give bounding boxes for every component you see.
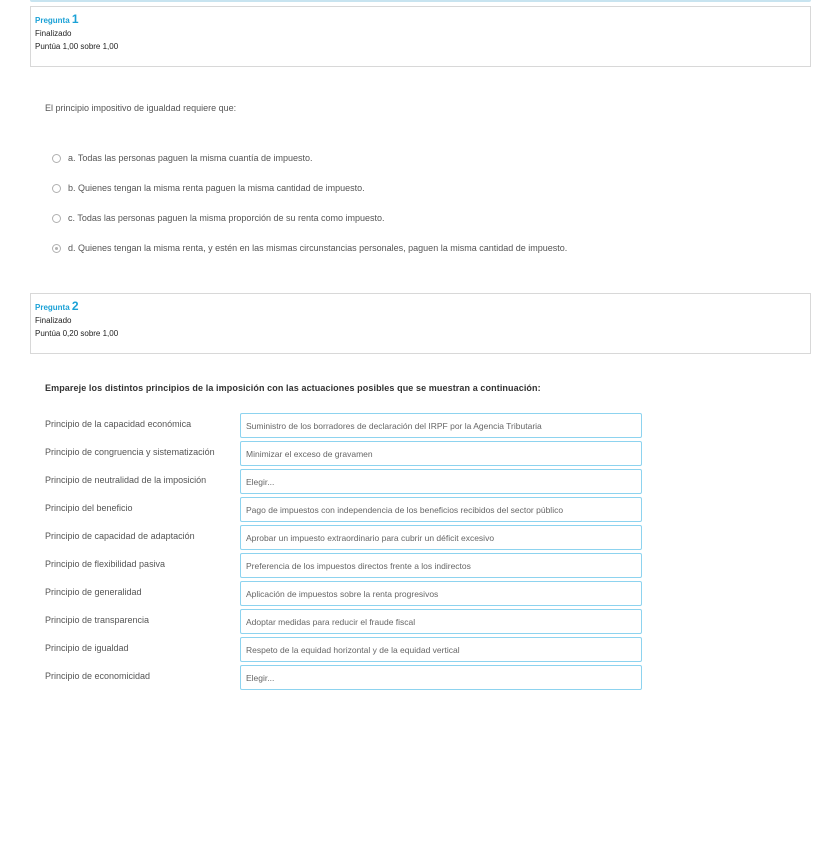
radio-button[interactable] xyxy=(52,184,61,193)
question-2-label xyxy=(35,300,806,314)
match-select[interactable]: Respeto de la equidad horizontal y de la equidad vertical xyxy=(240,637,642,662)
match-select[interactable]: Adoptar medidas para reducir el fraude fiscal xyxy=(240,609,642,634)
question-1-label xyxy=(35,13,806,27)
answer-label: a. Todas las personas paguen la misma cuantía de impuesto. xyxy=(68,153,313,163)
answer-option-a[interactable] xyxy=(52,151,312,165)
principle-label: Principio de generalidad xyxy=(45,587,142,597)
question-2-instruction: Empareje los distintos principios de la imposición con las actuaciones posibles que se muestran a continuación: xyxy=(45,383,541,393)
principle-label: Principio de flexibilidad pasiva xyxy=(45,559,166,569)
answer-option-b[interactable] xyxy=(52,181,365,195)
principle-label: Principio del beneficio xyxy=(45,503,133,513)
answer-option-c[interactable] xyxy=(52,211,385,225)
answer-option-d[interactable] xyxy=(52,241,567,255)
match-select[interactable]: Elegir... xyxy=(240,469,642,494)
principle-label: Principio de igualdad xyxy=(45,643,129,653)
previous-section-border xyxy=(30,0,811,2)
answer-label: c. Todas las personas paguen la misma proporción de su renta como impuesto. xyxy=(68,213,385,223)
question-number: 1 xyxy=(71,12,79,26)
principle-label: Principio de transparencia xyxy=(45,615,150,625)
match-select[interactable]: Preferencia de los impuestos directos frente a los indirectos xyxy=(240,553,642,578)
question-2-info xyxy=(30,293,811,354)
question-1-grade: Puntúa 1,00 sobre 1,00 xyxy=(35,42,119,51)
question-1-state: Finalizado xyxy=(35,29,72,38)
question-label-text: Pregunta xyxy=(35,303,70,312)
principle-label: Principio de neutralidad de la imposición xyxy=(45,475,207,485)
principle-label: Principio de congruencia y sistematización xyxy=(45,447,215,457)
question-2-grade: Puntúa 0,20 sobre 1,00 xyxy=(35,329,119,338)
match-select[interactable]: Elegir... xyxy=(240,665,642,690)
radio-button[interactable] xyxy=(52,154,61,163)
match-select[interactable]: Minimizar el exceso de gravamen xyxy=(240,441,642,466)
match-select[interactable]: Aprobar un impuesto extraordinario para cubrir un déficit excesivo xyxy=(240,525,642,550)
match-select[interactable]: Pago de impuestos con independencia de los beneficios recibidos del sector público xyxy=(240,497,642,522)
answer-label: d. Quienes tengan la misma renta, y estén en las mismas circunstancias personales, paguen la misma cantidad de impuesto. xyxy=(68,243,568,253)
question-number: 2 xyxy=(71,299,79,313)
question-1-text: El principio impositivo de igualdad requiere que: xyxy=(45,103,237,113)
question-1-info xyxy=(30,6,811,67)
match-select[interactable]: Aplicación de impuestos sobre la renta progresivos xyxy=(240,581,642,606)
principle-label: Principio de economicidad xyxy=(45,671,151,681)
principle-label: Principio de capacidad de adaptación xyxy=(45,531,195,541)
question-label-text: Pregunta xyxy=(35,16,70,25)
answer-label: b. Quienes tengan la misma renta paguen la misma cantidad de impuesto. xyxy=(68,183,365,193)
match-select[interactable]: Suministro de los borradores de declaración del IRPF por la Agencia Tributaria xyxy=(240,413,642,438)
radio-button-checked[interactable] xyxy=(52,244,61,253)
principle-label: Principio de la capacidad económica xyxy=(45,419,192,429)
question-2-state: Finalizado xyxy=(35,316,72,325)
radio-button[interactable] xyxy=(52,214,61,223)
